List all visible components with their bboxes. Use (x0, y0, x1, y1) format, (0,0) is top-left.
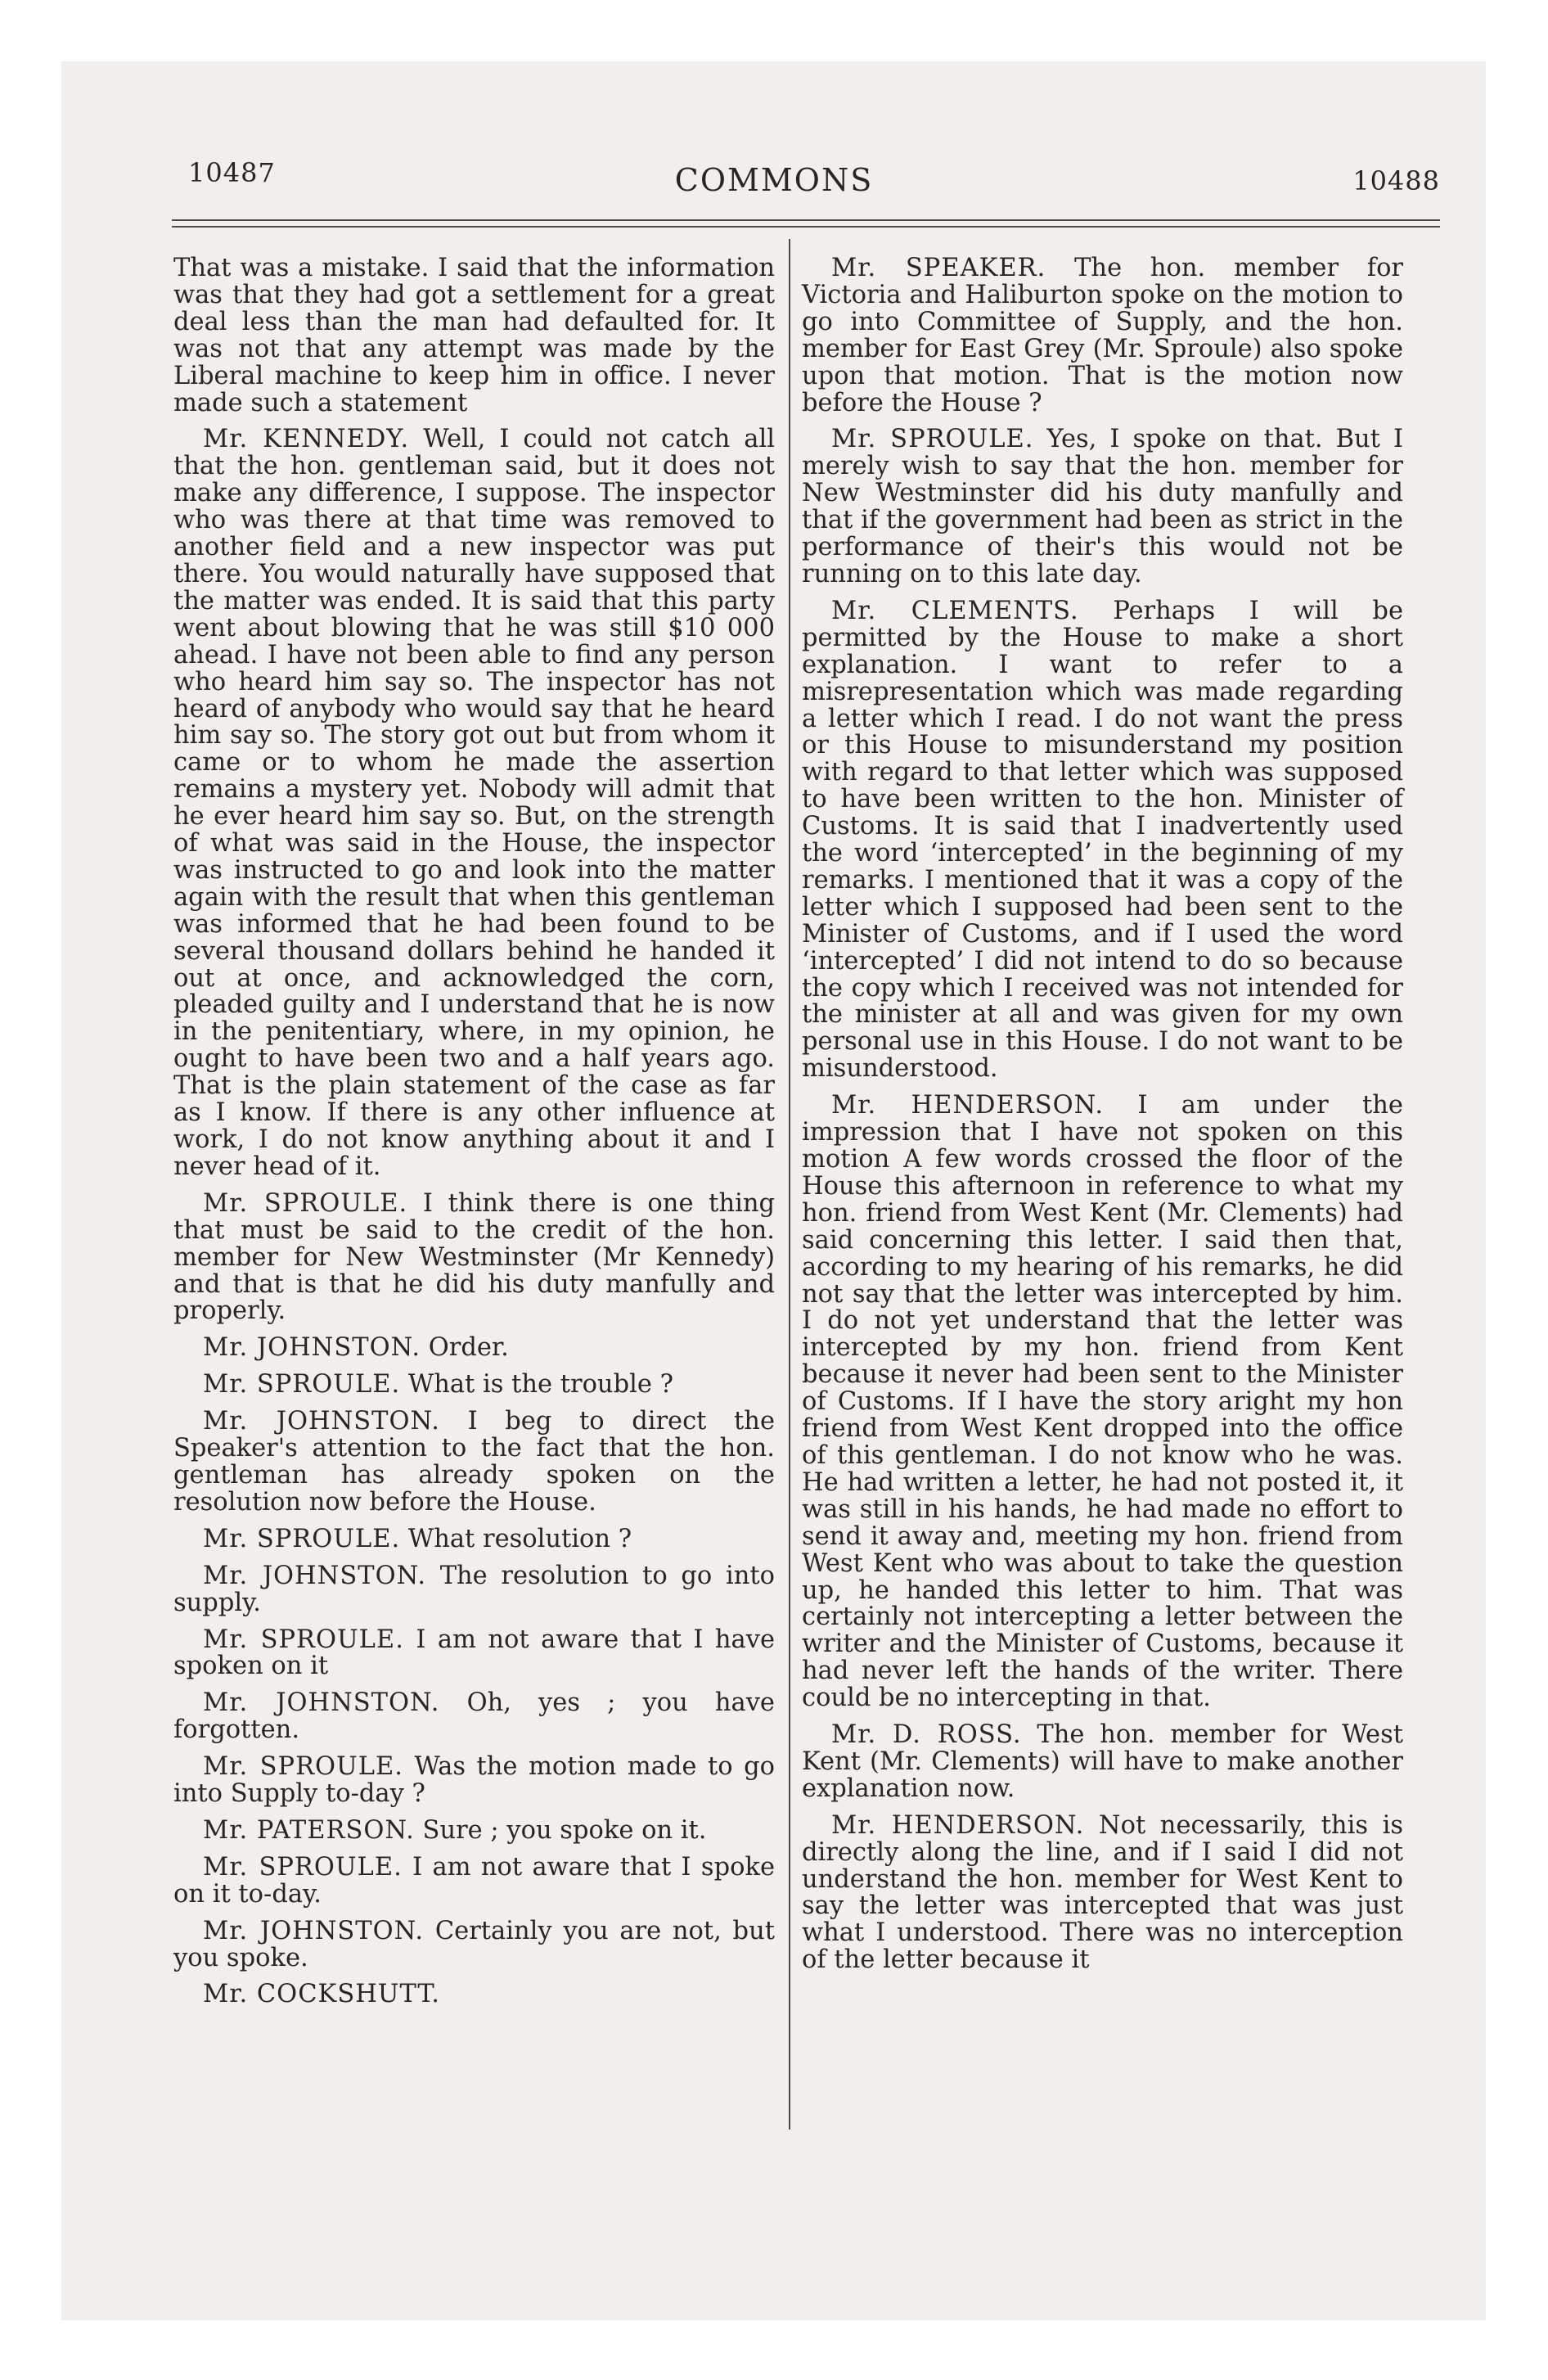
paragraph (802, 598, 1403, 1083)
speaker-name: Mr. SPROULE. (203, 1188, 408, 1218)
paragraph (802, 1722, 1403, 1803)
speaker-name: Mr. SPROULE. (831, 425, 1034, 454)
paragraph-text: Well, I could not catch all that the hon. gentleman said, but it does not make any difference, I suppose. The inspector who was there at that time was removed to another field and a new inspector was put there. You would naturally have supposed that the matter was ended. It is said that this party went about blowing that he was still $10 000 ahead. I have not been able to find any person who heard him say so. The inspector has not heard of anybody who would say that he heard him say so. The story got out but from whom it came or to whom he made the assertion remains a mystery yet. Nobody will admit that he ever heard him say so. But, on the strength of what was said in the House, the inspector was instructed to go and look into the matter again with the result that when this gentleman was informed that he had been found to be several thousand dollars behind he handed it out at once, and acknowledged the corn, pleaded guilty and I understand that he is now in the penitentiary, where, in my opinion, he ought to have been two and a half years ago. That is the plain statement of the case as far as I know. If there is any other influence at work, I do not know anything about it and I never head of it. (173, 425, 775, 1181)
paragraph-text: The hon. member for West Kent (Mr. Clements) will have to make another explanation now. (802, 1720, 1403, 1803)
paragraph-text: The resolution to go into supply. (173, 1561, 775, 1617)
paragraph-text: That was a mistake. I said that the information was that they had got a settlement for a great deal less than the man had defaulted for. It was not that any attempt was made by the Liberal machine to keep him in office. I never made such a statement (173, 254, 775, 417)
paragraph-text: I think there is one thing that must be said to the credit of the hon. member for New Westminster (Mr Kennedy) and that is that he did his duty manfully and properly. (173, 1188, 776, 1326)
speaker-name: Mr. SPROULE. (203, 1370, 401, 1400)
paragraph (802, 1093, 1403, 1712)
page-number-left: 10487 (188, 157, 276, 188)
speaker-name: Mr. JOHNSTON. (203, 1333, 421, 1363)
paragraph-text: Order. (428, 1333, 509, 1363)
paragraph (802, 255, 1403, 417)
paragraph-text: The hon. member for Victoria and Haliburton spoke on the motion to go into Committee of Supply, and the hon. member for East Grey (Mr. Sproule) also spoke upon that motion. That is the motion now before the House ? (802, 254, 1404, 417)
paragraph (173, 426, 775, 1180)
speaker-name: Mr. KENNEDY. (203, 425, 410, 454)
running-head: COMMONS (674, 162, 874, 198)
paragraph-text: Perhaps I will be permitted by the House to make a short explanation. I want to refer to a misrepresentation which was made regarding a letter which I read. I do not want the press or this House to misunderstand my position with regard to that letter which was supposed to have been written to the hon. Minister of Customs. It is said that I inadvertently used the word ‘intercepted’ in the beginning of my remarks. I mentioned that it was a copy of the letter which I supposed had been sent to the Minister of Customs, and if I used the word ‘intercepted’ I did not intend to do so because the copy which I received was not intended for the minister at all and was given for my own personal use in this House. I do not want to be misunderstood. (802, 596, 1403, 1084)
column-divider (789, 239, 790, 2130)
speaker-name: Mr. HENDERSON. (831, 1091, 1105, 1120)
paragraph-text: I am not aware that I spoke on it to-day. (173, 1852, 775, 1909)
paragraph (173, 1526, 775, 1553)
speaker-name: Mr. SPROULE. (203, 1524, 401, 1553)
header-rule (172, 219, 1440, 228)
paragraph-text: What is the trouble ? (407, 1370, 673, 1400)
paragraph (173, 1627, 775, 1681)
paragraph (173, 255, 775, 417)
paragraph-text: Oh, yes ; you have forgotten. (173, 1688, 775, 1745)
speaker-name: Mr. SPROULE. (203, 1752, 403, 1782)
paragraph-text: I beg to direct the Speaker's attention to the fact that the hon. gentleman has already spoken on the resolution now before the House. (173, 1407, 776, 1517)
right-column (802, 255, 1403, 1984)
paragraph-text: I am under the impression that I have not spoken on this motion A few words crossed the floor of the House this afternoon in reference to what my hon. friend from West Kent (Mr. Clements) had said concerning this letter. I said then that, according to my hearing of his remarks, he did not say that the letter was intercepted by him. I do not yet understand that the letter was intercepted by my hon. friend from Kent because it never had been sent to the Minister of Customs. If I have the story aright my hon friend from West Kent dropped into the office of this gentleman. I do not know who he was. He had written a letter, he had not posted it, it was still in his hands, he had made no effort to send it away and, meeting my hon. friend from West Kent who was about to take the question up, he handed this letter to him. That was certainly not intercepting a letter between the writer and the Minister of Customs, because it had never left the hands of the writer. There could be no intercepting in that. (802, 1091, 1403, 1713)
speaker-name: Mr. COCKSHUTT. (203, 1980, 440, 2009)
paragraph (802, 426, 1403, 588)
paragraph-text: Sure ; you spoke on it. (422, 1815, 707, 1845)
speaker-name: Mr. JOHNSTON. (203, 1688, 440, 1718)
paragraph-text: Was the motion made to go into Supply to-day ? (173, 1752, 775, 1809)
page-number-right: 10488 (1352, 165, 1440, 196)
paragraph (173, 1563, 775, 1617)
paragraph (173, 1335, 775, 1362)
paragraph (173, 1372, 775, 1399)
speaker-name: Mr. SPROULE. (203, 1625, 404, 1654)
speaker-name: Mr. JOHNSTON. (203, 1916, 425, 1945)
paragraph-text: What resolution ? (407, 1524, 632, 1553)
paragraph (173, 1981, 775, 2008)
paragraph-text: Certainly you are not, but you spoke. (173, 1916, 775, 1972)
paragraph (173, 1754, 775, 1808)
paragraph-text: I am not aware that I have spoken on it (173, 1625, 776, 1681)
speaker-name: Mr. HENDERSON. (831, 1810, 1085, 1840)
speaker-name: Mr. D. ROSS. (831, 1720, 1022, 1750)
paragraph (173, 1815, 775, 1845)
paragraph-text: Not necessarily, this is directly along the line, and if I said I did not understand the hon. member for West Kent to say the letter was intercepted that was just what I understood. There was no interception of the letter because it (802, 1810, 1403, 1975)
speaker-name: Mr. SPROULE. (203, 1852, 403, 1882)
speaker-name: Mr. CLEMENTS. (831, 596, 1079, 625)
paragraph (173, 1918, 775, 1972)
speaker-name: Mr. JOHNSTON. (203, 1561, 427, 1590)
speaker-name: Mr. JOHNSTON. (203, 1407, 440, 1436)
paragraph (802, 1810, 1403, 1975)
paragraph (173, 1188, 776, 1326)
page-header (0, 0, 1548, 229)
paragraph (173, 1852, 775, 1909)
paragraph (173, 1409, 775, 1517)
paragraph (173, 1690, 775, 1744)
speaker-name: Mr. SPEAKER. (831, 254, 1046, 282)
left-column (173, 255, 775, 2018)
speaker-name: Mr. PATERSON. (203, 1815, 415, 1845)
paragraph-text: Yes, I spoke on that. But I merely wish to say that the hon. member for New Westminster did his duty manfully and that if the government had been as strict in the performance of their's this would not be running on to this late day. (802, 425, 1403, 588)
